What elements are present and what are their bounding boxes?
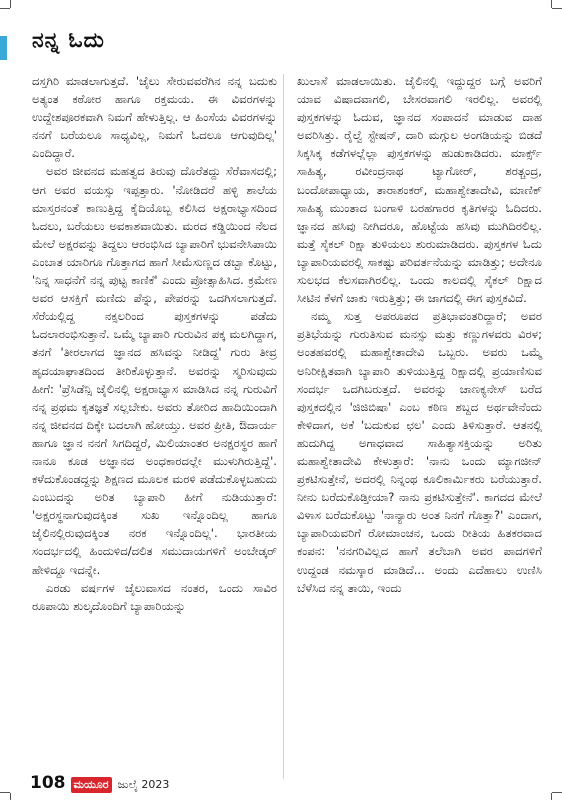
crop-mark (0, 8, 10, 9)
section-accent-bar (0, 36, 7, 60)
section-title: ನನ್ನ ಓದು (32, 28, 105, 52)
magazine-logo: ಮಯೂರ (71, 777, 112, 793)
crop-mark (0, 792, 10, 793)
page-number: 108 (30, 773, 66, 793)
issue-date: ಜುಲೈ 2023 (117, 778, 170, 791)
crop-mark (10, 0, 11, 8)
page-footer (30, 773, 169, 793)
crop-mark (10, 793, 11, 800)
crop-mark (552, 8, 562, 9)
crop-mark (551, 793, 552, 800)
paragraph: ನಮ್ಮ ಸುತ್ತ ಅಪರೂಪದ ಪ್ರತಿಭಾವಂತರಿದ್ದಾರೆ; ಅವರ ಪ್ರತಿಭೆಯನ್ನು ಗುರುತಿಸುವ ಮನಸ್ಸು ಮತ್ತು ಕಣ್ಣುಗಳವರು ವಿರಳ; ಅಂತಹವರಲ್ಲಿ ಮಹಾಶ್ವೇತಾದೇವಿ ಒಬ್ಬರು. ಅವರು ಒಮ್ಮೆ ಅನಿರೀಕ್ಷಿತವಾಗಿ ಬ್ಯಾಪಾರಿ ತುಳಿಯುತ್ತಿದ್ದ ರಿಕ್ಷಾದಲ್ಲಿ ಪ್ರಯಾಣಿಸುವ ಸಂದರ್ಭ ಒದಗಿಬರುತ್ತದೆ. ಅವರನ್ನು ಚಾಣಕ್ಯನೇಸ್ ಬರೆದ ಪುಸ್ತಕದಲ್ಲಿನ 'ಜಿಜಿಬಿಷಾ' ಎಂಬ ಕಠಿಣ ಶಬ್ದದ ಅರ್ಥವೇನೆಂದು ಕೇಳಿದಾಗ, ಅಕೆ 'ಬದುಕುವ ಛಲ' ಎಂದು ತಿಳಿಸುತ್ತಾರೆ. ಆತನಲ್ಲಿ ಹುದುಗಿದ್ದ ಅಗಾಧವಾದ ಸಾಹಿತ್ಯಾಸಕ್ತಿಯನ್ನು ಅರಿತು ಮಹಾಶ್ವೇತಾದೇವಿ ಕೇಳುತ್ತಾರೆ: 'ನಾನು ಒಂದು ಮ್ಯಾಗಜೀನ್ ಪ್ರಕಟಿಸುತ್ತೇನೆ, ಅದರಲ್ಲಿ ನಿನ್ನಂಥ ಕೂಲಿಕಾರ್ಮಿಕರು ಬರೆಯುತ್ತಾರೆ. ನೀನು ಬರೆದುಕೊಡ್ತೀಯಾ? ನಾನು ಪ್ರಕಟಿಸುತ್ತೇನೆ'. ಕಾಗದದ ಮೇಲೆ ವಿಳಾಸ ಬರೆದುಕೊಟ್ಟು 'ನಾನ್ಯಾರು ಅಂತ ನಿನಗೆ ಗೊತ್ತಾ?' ಎಂದಾಗ, ಬ್ಯಾಪಾರಿಯವರಿಗೆ ರೋಮಾಂಚನ, ಒಂದು ರೀತಿಯ ಹಿತಕರವಾದ ಕಂಪನ: 'ನನಗರಿವಿಲ್ಲದ ಹಾಗೆ ತಲೆಬಾಗಿ ಅವರ ಪಾದಗಳಿಗೆ ಉದ್ದಂಡ ನಮಸ್ಕಾರ ಮಾಡಿದೆ... ಅಂದು ಎದೆಹಾಲು ಉಣಿಸಿ ಬೆಳೆಸಿದ ನನ್ನ ತಾಯಿ, ಇಂದು (297, 309, 542, 595)
right-column (297, 72, 542, 597)
paragraph: ಖುಲಾಸೆ ಮಾಡಲಾಯಿತು. ಜೈಲಿನಲ್ಲಿ ಇದ್ದುದ್ದರ ಬಗ್ಗೆ ಅವರಿಗೆ ಯಾವ ವಿಷಾದವಾಗಲಿ, ಬೇಸರವಾಗಲಿ ಇರಲಿಲ್ಲ. ಅವರಲ್ಲಿ ಪುಸ್ತಕಗಳನ್ನು ಓದುವ, ಜ್ಞಾನದ ಸಂಪಾದನೆ ಮಾಡುವ ದಾಹ ಅವರಿಸಿತ್ತು. ರೈಲ್ವೆ ಸ್ಟೇಷನ್, ದಾರಿ ಮಗ್ಗುಲ ಅಂಗಡಿಯನ್ನು ಬಿಡದೆ ಸಿಕ್ಕಸಿಕ್ಕ ಕಡೆಗಳಲ್ಲೆಲ್ಲಾ ಪುಸ್ತಕಗಳನ್ನು ಹುಡುಕಾಡಿದರು. ಮಾರ್ಕ್ಸ್ ಸಾಹಿತ್ಯ, ರವೀಂದ್ರನಾಥ ಟ್ಯಾಗೋರ್, ಶರತ್ಚಂದ್ರ, ಬಂದೋಪಾಧ್ಯಾಯ, ತಾರಾಶಂಕರ್, ಮಹಾಶ್ವೇತಾದೇವಿ, ಮಾಣಿಕ್ ಸಾಹಿತ್ಯ ಮುಂತಾದ ಬಂಗಾಳಿ ಬರಹಗಾರರ ಕೃತಿಗಳನ್ನು ಓದಿದರು. ಜ್ಞಾನದ ಹಸಿವು ನೀಗಿದರೂ, ಹೊಟ್ಟೆಯ ಹಸಿವು ಮುಗಿದಿರಲಿಲ್ಲ. ಮತ್ತೆ ಸೈಕಲ್ ರಿಕ್ಷಾ ತುಳಿಯಲು ಶುರುಮಾಡಿದರು. ಪುಸ್ತಕಗಳ ಓದು ಬ್ಯಾಪಾರಿಯವರಲ್ಲಿ ಸಾಕಷ್ಟು ಪರಿವರ್ತನೆಯನ್ನು ಮಾಡಿತ್ತು; ಅದೇನೂ ಸುಲಭದ ಕೆಲಸವಾಗಿರಲಿಲ್ಲ. ಒಂದು ಕಾಲದಲ್ಲಿ ಸೈಕಲ್ ರಿಕ್ಷಾದ ಸೀಟಿನ ಕೆಳಗೆ ಚಾಕು ಇರುತ್ತಿತ್ತು; ಈ ಜಾಗದಲ್ಲಿ ಈಗ ಪುಸ್ತಕವಿದೆ. (297, 74, 542, 306)
paragraph: ದಸ್ತಗಿರಿ ಮಾಡಲಾಗುತ್ತದೆ. 'ಜೈಲು ಸೇರುವವರೆಗಿನ ನನ್ನ ಬದುಕು ಅತ್ಯಂತ ಕಠೋರ ಹಾಗೂ ರಕ್ತಮಯ. ಈ ವಿವರಗಳನ್ನು ಉದ್ದೇಶಪೂರಕವಾಗಿ ನಿಮಗೆ ಹೇಳುತ್ತಿಲ್ಲ. ಆ ಹಿಂಸೆಯ ವಿವರಗಳನ್ನು ನನಗೆ ಬರೆಯಲೂ ಸಾಧ್ಯವಿಲ್ಲ, ನಿಮಗೆ ಓದಲೂ ಆಗುವುದಿಲ್ಲ' ಎಂದಿದ್ದಾರೆ. (32, 74, 277, 161)
crop-mark (551, 0, 552, 8)
crop-mark (552, 792, 562, 793)
column-divider (283, 74, 284, 779)
paragraph: ಎರಡು ವರ್ಷಗಳ ಜೈಲುವಾಸದ ನಂತರ, ಒಂದು ಸಾವಿರ ರೂಪಾಯಿ ಶುಲ್ಕದೊಂದಿಗೆ ಬ್ಯಾಪಾರಿಯನ್ನು (32, 580, 277, 613)
paragraph: ಅವರ ಜೀವನದ ಮಹತ್ವದ ತಿರುವು ದೊರೆತದ್ದು ಸೆರೆವಾಸದಲ್ಲಿ; ಆಗ ಅವರ ವಯಸ್ಸು ಇಪ್ಪತ್ತಾರು. 'ನೋಡಿದರೆ ಹಳ್ಳಿ ಶಾಲೆಯ ಮಾಸ್ತರನಂತೆ ಕಾಣುತ್ತಿದ್ದ ಕೈದಿಯೊಬ್ಬ ಕಲಿಸಿದ ಅಕ್ಷರಾಭ್ಯಾಸದಿಂದ ಓದಲು, ಬರೆಯಲು ಅವಕಾಶವಾಯಿತು. ಮರದ ಕಡ್ಡಿಯಿಂದ ನೆಲದ ಮೇಲೆ ಅಕ್ಷರವನ್ನು ತಿದ್ದಲು ಆರಂಭಿಸಿದ ಬ್ಯಾಪಾರಿಗೆ ಭುವನೇಸಿಪಾಯಿ ಎಂಬಾತ ಯಾರಿಗೂ ಗೊತ್ತಾಗದ ಹಾಗೆ ಸೀಮೆಸುಣ್ಣದ ಡಬ್ಬಾ ಕೊಟ್ಟು, 'ನಿನ್ನ ಸಾಧನೆಗೆ ನನ್ನ ಪುಟ್ಟ ಕಾಣಿಕೆ' ಎಂದು ಪ್ರೋತ್ಸಾಹಿಸಿದ. ಕ್ರಮೇಣ ಅವರ ಆಸಕ್ತಿಗೆ ಮಣಿದು ಪೆನ್ನು, ಪೇಪರನ್ನು ಒದಗಿಸಲಾಗುತ್ತದೆ. ಸೆರೆಯಲ್ಲಿದ್ದ ನಕ್ಸಲರಿಂದ ಪುಸ್ತಕಗಳನ್ನು ಪಡೆದು ಓದಲಾರಂಭಿಸುತ್ತಾನೆ. ಒಮ್ಮೆ ಬ್ಯಾಪಾರಿ ಗುರುವಿನ ಪಕ್ಕ ಮಲಗಿದ್ದಾಗ, ತನಗೆ 'ತೀರಲಾಗದ ಜ್ಞಾನದ ಹಸಿವನ್ನು ನೀಡಿದ್ದ' ಗುರು ತೀವ್ರ ಹೃದಯಾಘಾತದಿಂದ ತೀರಿಕೊಳ್ಳುತ್ತಾನೆ. ಅವರನ್ನು ಸ್ಮರಿಸುವುದು ಹೀಗೆ: 'ಪ್ರೆಸಿಡೆನ್ಸಿ ಜೈಲಿನಲ್ಲಿ ಅಕ್ಷರಾಭ್ಯಾಸ ಮಾಡಿಸಿದ ನನ್ನ ಗುರುವಿಗೆ ನನ್ನ ಪ್ರಥಮ ಕೃತಜ್ಞತೆ ಸಲ್ಲಬೇಕು. ಅವರು ತೋರಿದ ಹಾದಿಯಿಂದಾಗಿ ನನ್ನ ಜೀವನದ ದಿಕ್ಕೇ ಬದಲಾಗಿ ಹೋಯ್ತು. ಅವರ ಪ್ರೀತಿ, ಔದಾರ್ಯ ಹಾಗೂ ಜ್ಞಾನ ನನಗೆ ಸಿಗದಿದ್ದರೆ, ಮಿಲಿಯಾಂತರ ಅನಕ್ಷರಸ್ಥರ ಹಾಗೆ ನಾನೂ ಕೂಡ ಅಜ್ಞಾನದ ಅಂಧಕಾರದಲ್ಲೇ ಮುಳುಗಿರುತ್ತಿದ್ದೆ'. ಕಳೆದುಕೊಂಡದ್ದನ್ನು ಶಿಕ್ಷಣದ ಮೂಲಕ ಮರಳಿ ಪಡೆದುಕೊಳ್ಳಬಹುದು ಎಂಬುದನ್ನು ಅರಿತ ಬ್ಯಾಪಾರಿ ಹೀಗೆ ನುಡಿಯುತ್ತಾರೆ: 'ಅಕ್ಷರಸ್ಥನಾಗುವುದಕ್ಕಿಂತ ಸುಖ ಇನ್ನೊಂದಿಲ್ಲ ಹಾಗೂ ಜೈಲಿನಲ್ಲಿರುವುದಕ್ಕಿಂತ ನರಕ ಇನ್ನೊಂದಿಲ್ಲ'. ಭಾರತೀಯ ಸಂದರ್ಭದಲ್ಲಿ ಹಿಂದುಳಿದ/ದಲಿತ ಸಮುದಾಯಗಳಿಗೆ ಅಂಬೇಡ್ಕರ್ ಹೇಳಿದ್ದೂ ಇದನ್ನೇ. (32, 164, 277, 577)
left-column (32, 72, 277, 615)
